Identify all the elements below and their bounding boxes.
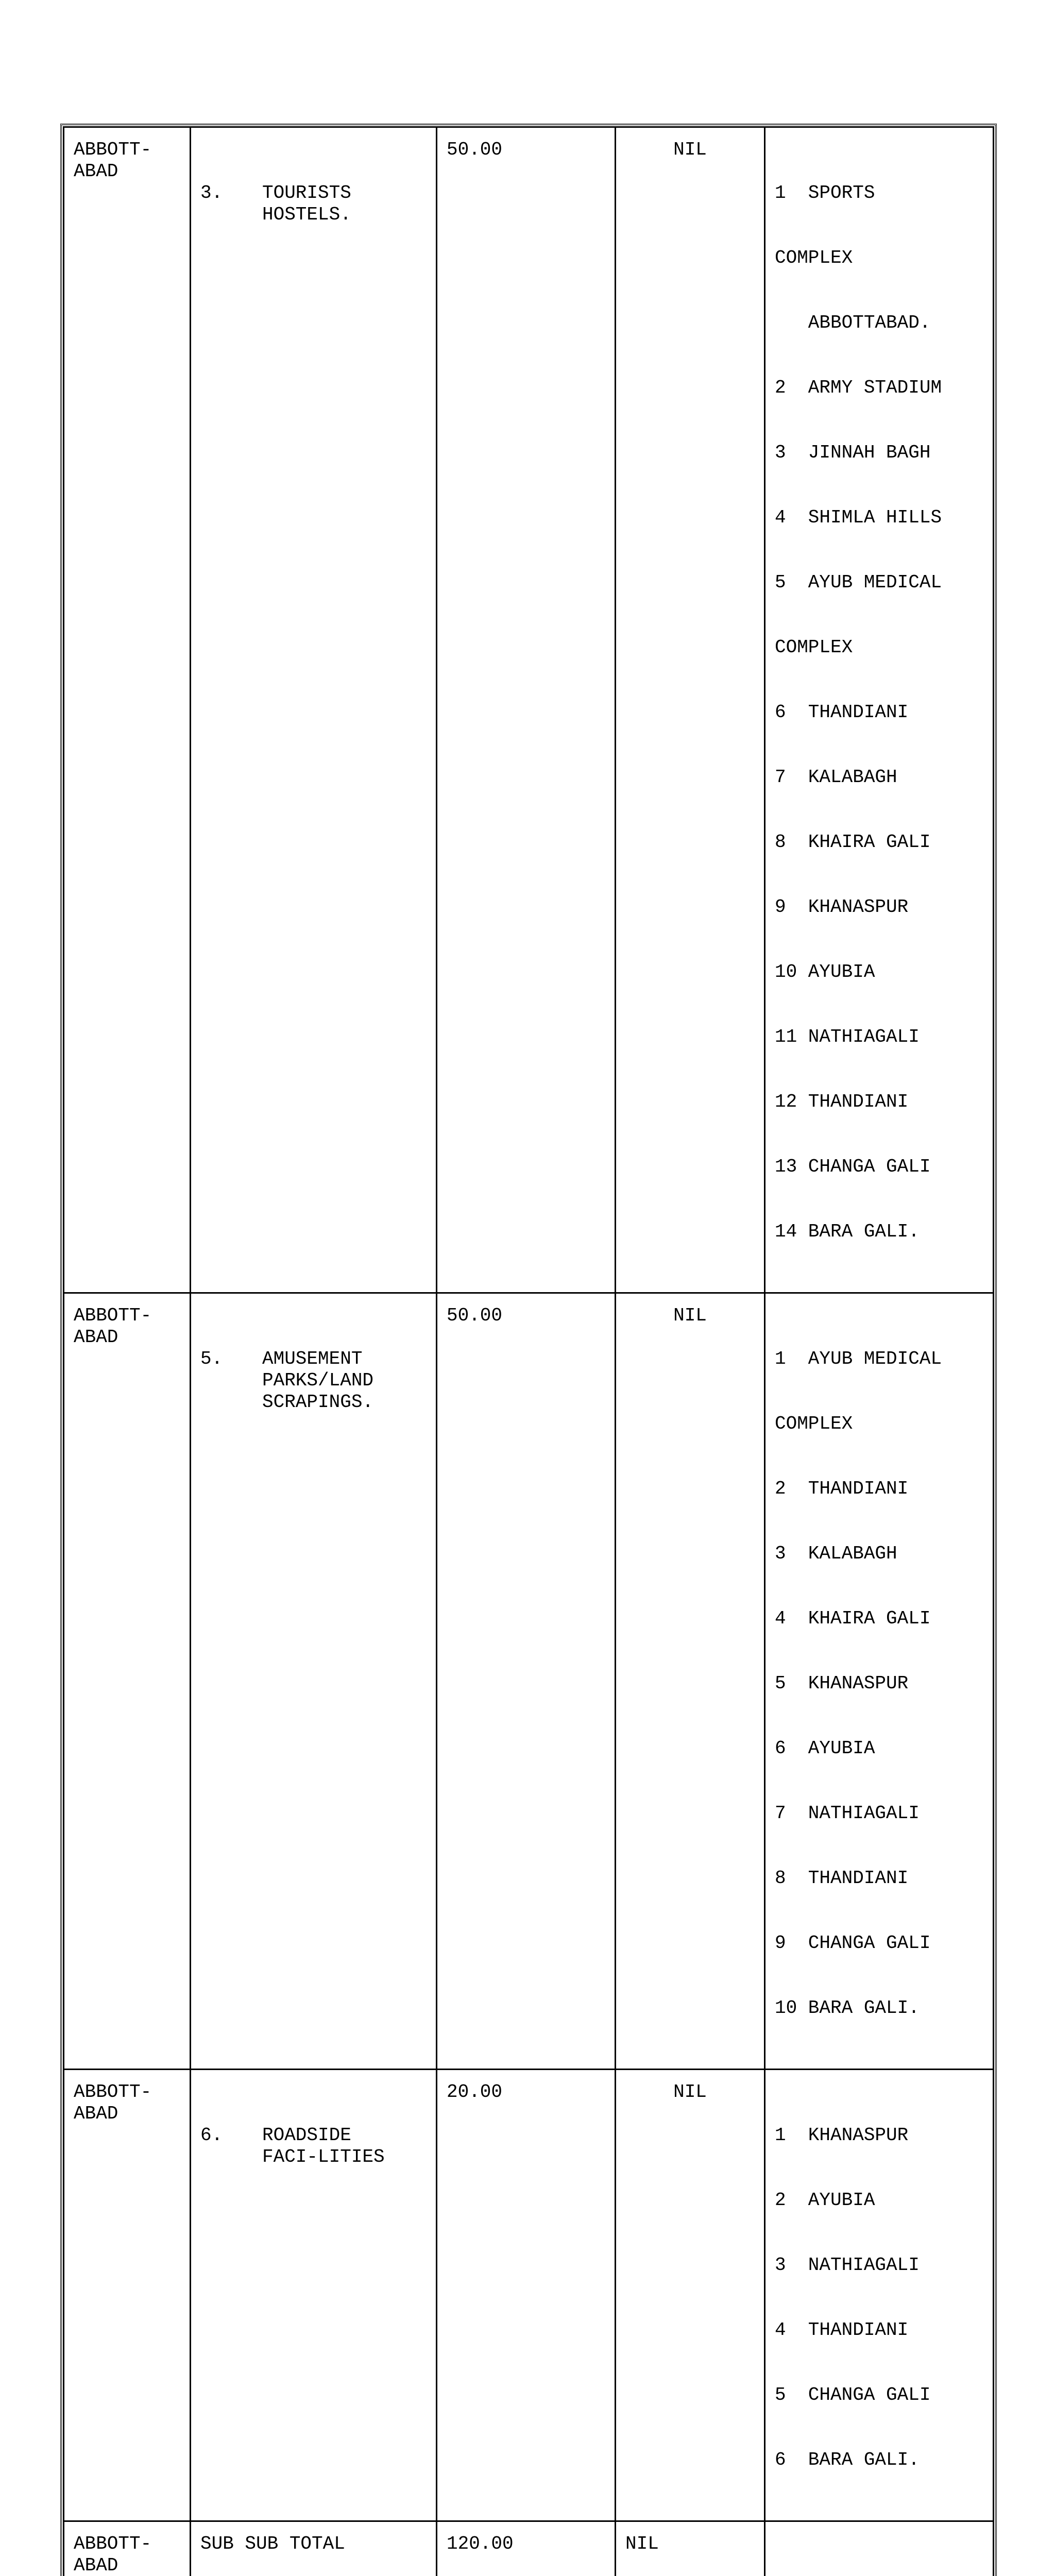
remark-line: 3 NATHIAGALI: [775, 2255, 983, 2276]
remark-line: 9 CHANGA GALI: [775, 1933, 983, 1954]
table-row: [64, 2070, 994, 2521]
remark-line: 10 BARA GALI.: [775, 1997, 983, 2019]
activities-table-frame: [60, 124, 997, 2576]
activity-name: AMUSEMENT PARKS/LAND SCRAPINGS.: [262, 1348, 427, 1413]
remark-line: 3 JINNAH BAGH: [775, 442, 983, 464]
remark-line: 7 KALABAGH: [775, 767, 983, 788]
private-cost-cell: NIL: [616, 1293, 765, 2070]
remark-line: 8 THANDIANI: [775, 1868, 983, 1889]
remark-line: 6 AYUBIA: [775, 1738, 983, 1759]
city-cell: ABBOTT- ABAD: [64, 127, 191, 1293]
remark-line: 6 THANDIANI: [775, 702, 983, 723]
remark-line: COMPLEX: [775, 1413, 983, 1435]
remark-line: 5 CHANGA GALI: [775, 2384, 983, 2406]
remark-line: 8 KHAIRA GALI: [775, 832, 983, 853]
remark-line: COMPLEX: [775, 637, 983, 658]
remark-line: COMPLEX: [775, 247, 983, 269]
activity-number: 5.: [200, 1348, 262, 1413]
remark-line: 1 KHANASPUR: [775, 2125, 983, 2146]
city-cell: ABBOTT- ABAD: [64, 1293, 191, 2070]
city-cell: ABBOTT- ABAD: [64, 2521, 191, 2576]
remark-line: 13 CHANGA GALI: [775, 1156, 983, 1178]
remark-line: 4 THANDIANI: [775, 2319, 983, 2341]
remark-line: 2 AYUBIA: [775, 2190, 983, 2211]
remark-line: 1 SPORTS: [775, 182, 983, 204]
activity-name: ROADSIDE FACI-LITIES: [262, 2125, 427, 2168]
table-row: [64, 127, 994, 1293]
private-cost-cell: NIL: [616, 2521, 765, 2576]
remark-line: 11 NATHIAGALI: [775, 1026, 983, 1048]
remarks-cell: [765, 1293, 994, 2070]
remark-line: 4 KHAIRA GALI: [775, 1608, 983, 1630]
activity-name: TOURISTS HOSTELS.: [262, 182, 427, 226]
remark-line: ABBOTTABAD.: [775, 312, 983, 334]
remarks-cell: [765, 2070, 994, 2521]
activities-table: [63, 126, 994, 2576]
private-cost-cell: NIL: [616, 127, 765, 1293]
subtotal-row: [64, 2521, 994, 2576]
subtotal-label: SUB SUB TOTAL: [191, 2521, 437, 2576]
private-cost-cell: NIL: [616, 2070, 765, 2521]
table-row: [64, 1293, 994, 2070]
activity-number: 3.: [200, 182, 262, 226]
activity-cell: [191, 127, 437, 1293]
activity-number: 6.: [200, 2125, 262, 2168]
public-cost-cell: 50.00: [437, 1293, 616, 2070]
remark-line: 12 THANDIANI: [775, 1091, 983, 1113]
activity-cell: [191, 2070, 437, 2521]
remark-line: 6 BARA GALI.: [775, 2449, 983, 2471]
remark-line: 4 SHIMLA HILLS: [775, 507, 983, 529]
remark-line: 3 KALABAGH: [775, 1543, 983, 1565]
remark-line: 5 AYUB MEDICAL: [775, 572, 983, 594]
remark-line: 14 BARA GALI.: [775, 1221, 983, 1243]
remark-line: 7 NATHIAGALI: [775, 1803, 983, 1824]
public-cost-cell: 120.00: [437, 2521, 616, 2576]
remark-line: 10 AYUBIA: [775, 961, 983, 983]
public-cost-cell: 20.00: [437, 2070, 616, 2521]
remark-line: 2 ARMY STADIUM: [775, 377, 983, 399]
remarks-cell: [765, 2521, 994, 2576]
remarks-cell: [765, 127, 994, 1293]
remark-line: 5 KHANASPUR: [775, 1673, 983, 1694]
remark-line: 9 KHANASPUR: [775, 896, 983, 918]
public-cost-cell: 50.00: [437, 127, 616, 1293]
activity-cell: [191, 1293, 437, 2070]
remark-line: 1 AYUB MEDICAL: [775, 1348, 983, 1370]
remark-line: 2 THANDIANI: [775, 1478, 983, 1500]
city-cell: ABBOTT- ABAD: [64, 2070, 191, 2521]
